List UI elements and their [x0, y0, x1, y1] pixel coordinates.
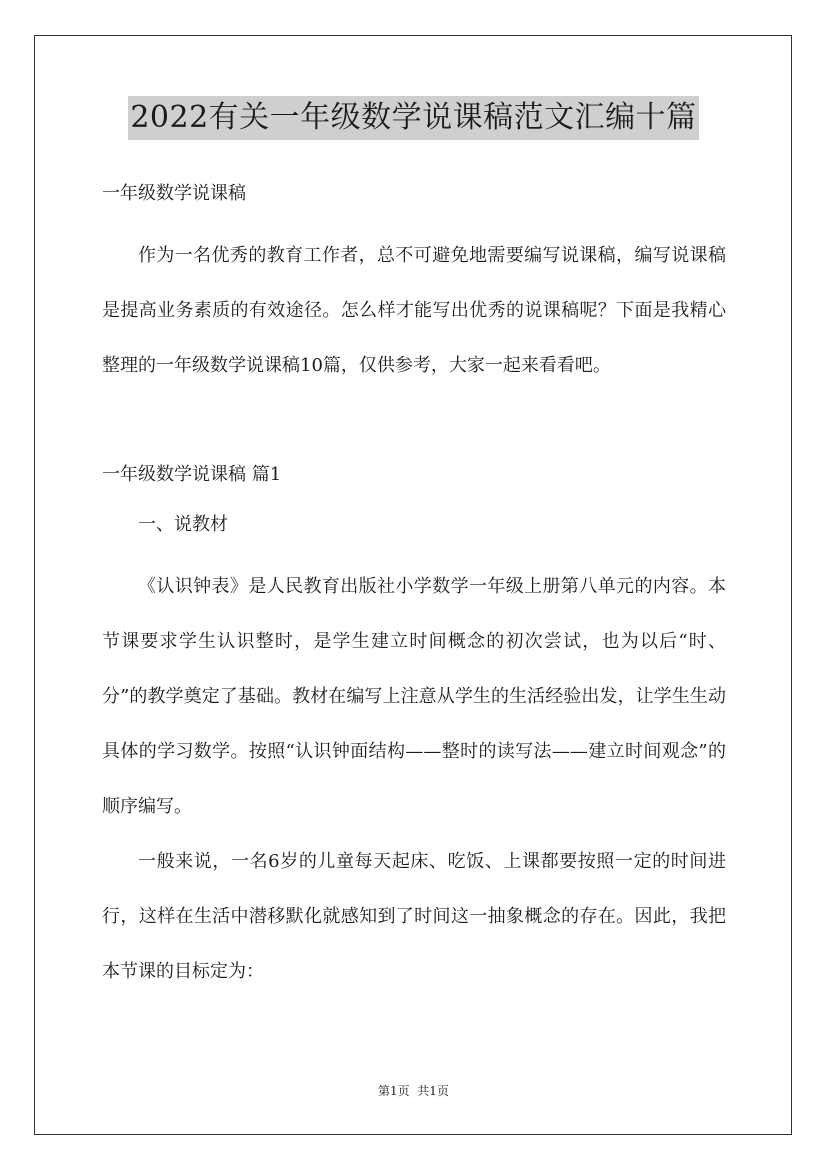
document-body [102, 178, 726, 999]
section-heading: 一年级数学说课稿 [102, 183, 246, 204]
body-paragraph: 《认识钟表》是人民教育出版社小学数学一年级上册第八单元的内容。本节课要求学生认识整时，是学生建立时间概念的初次尝试，也为以后“时、分”的教学奠定了基础。教材在编写上注意从学生的生活经验出发，让学生生动具体的学习数学。按照“认识钟面结构——整时的读写法——建立时间观念”的顺序编写。 [102, 576, 726, 817]
document-title: 2022有关一年级数学说课稿范文汇编十篇 [128, 96, 698, 140]
page-footer [0, 1083, 827, 1099]
article-heading: 一年级数学说课稿 篇1 [102, 464, 282, 485]
body-paragraph: 一般来说，一名6岁的儿童每天起床、吃饭、上课都要按照一定的时间进行，这样在生活中潜移默化就感知到了时间这一抽象概念的存在。因此，我把本节课的目标定为： [102, 851, 726, 982]
page-number: 第1页 共1页 [378, 1084, 449, 1098]
title-container [0, 96, 827, 140]
intro-paragraph: 作为一名优秀的教育工作者，总不可避免地需要编写说课稿，编写说课稿是提高业务素质的有效途径。怎么样才能写出优秀的说课稿呢？下面是我精心整理的一年级数学说课稿10篇，仅供参考，大家一起来看看吧。 [102, 245, 726, 376]
subheading-textbook: 一、说教材 [138, 514, 228, 535]
